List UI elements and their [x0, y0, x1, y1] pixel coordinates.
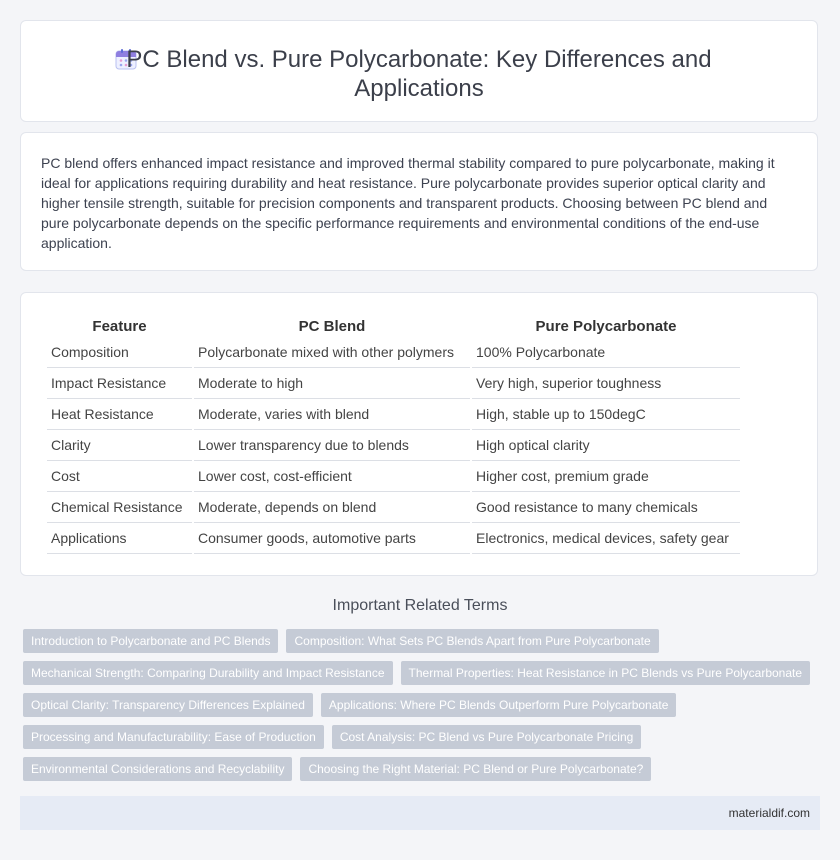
related-term-tag[interactable]: Mechanical Strength: Comparing Durability and Impact Resistance: [23, 661, 393, 685]
table-cell: High optical clarity: [472, 430, 740, 461]
table-cell: Electronics, medical devices, safety gear: [472, 523, 740, 554]
table-row: [47, 430, 740, 461]
table-cell: Clarity: [47, 430, 192, 461]
page-title-line-1: PC Blend vs. Pure Polycarbonate: Key Differences and: [126, 46, 712, 73]
table-cell: Moderate to high: [194, 368, 470, 399]
related-terms-list: [23, 629, 823, 789]
tag-row: [23, 629, 823, 653]
table-cell: Impact Resistance: [47, 368, 192, 399]
comparison-card: [20, 292, 818, 576]
tag-row: [23, 693, 823, 717]
table-cell: Higher cost, premium grade: [472, 461, 740, 492]
related-term-tag[interactable]: Thermal Properties: Heat Resistance in PC Blends vs Pure Polycarbonate: [401, 661, 811, 685]
table-cell: Chemical Resistance: [47, 492, 192, 523]
table-row: [47, 399, 740, 430]
table-cell: Applications: [47, 523, 192, 554]
related-term-tag[interactable]: Cost Analysis: PC Blend vs Pure Polycarbonate Pricing: [332, 725, 641, 749]
page-title: [21, 45, 817, 103]
table-cell: High, stable up to 150degC: [472, 399, 740, 430]
table-cell: Polycarbonate mixed with other polymers: [194, 337, 470, 368]
table-row: [47, 368, 740, 399]
table-cell: Heat Resistance: [47, 399, 192, 430]
table-cell: Consumer goods, automotive parts: [194, 523, 470, 554]
table-cell: Composition: [47, 337, 192, 368]
header-pure-polycarbonate: Pure Polycarbonate: [535, 317, 677, 335]
related-term-tag[interactable]: Environmental Considerations and Recyclability: [23, 757, 292, 781]
page-title-line-2: Applications: [354, 75, 484, 102]
table-row: [47, 461, 740, 492]
related-term-tag[interactable]: Processing and Manufacturability: Ease of Production: [23, 725, 324, 749]
tag-row: [23, 725, 823, 749]
related-terms-heading: Important Related Terms: [332, 597, 508, 614]
summary-text: PC blend offers enhanced impact resistance and improved thermal stability compared to pure polycarbonate, making it ideal for applications requiring durability and heat resistance. Pure polycarbonate provides superior optical clarity and higher tensile strength, suitable for precision components and transparent products. Choosing between PC blend and pure polycarbonate depends on the specific performance requirements and environmental conditions of the end-use application.: [41, 155, 775, 251]
footer: [20, 796, 820, 830]
related-term-tag[interactable]: Choosing the Right Material: PC Blend or Pure Polycarbonate?: [300, 757, 651, 781]
comparison-table: [45, 315, 742, 554]
header-feature: Feature: [92, 317, 147, 335]
table-header-row: [47, 315, 740, 337]
related-term-tag[interactable]: Applications: Where PC Blends Outperform Pure Polycarbonate: [321, 693, 677, 717]
table-cell: Moderate, depends on blend: [194, 492, 470, 523]
table-cell: Lower transparency due to blends: [194, 430, 470, 461]
table-cell: 100% Polycarbonate: [472, 337, 740, 368]
table-cell: Good resistance to many chemicals: [472, 492, 740, 523]
table-cell: Moderate, varies with blend: [194, 399, 470, 430]
table-cell: Cost: [47, 461, 192, 492]
summary-card: [20, 132, 818, 271]
tag-row: [23, 661, 823, 685]
table-row: [47, 492, 740, 523]
table-cell: Very high, superior toughness: [472, 368, 740, 399]
table-cell: Lower cost, cost-efficient: [194, 461, 470, 492]
related-term-tag[interactable]: Optical Clarity: Transparency Differences Explained: [23, 693, 313, 717]
header-pc-blend: PC Blend: [298, 317, 366, 335]
tag-row: [23, 757, 823, 781]
related-term-tag[interactable]: Composition: What Sets PC Blends Apart from Pure Polycarbonate: [286, 629, 658, 653]
footer-site-link[interactable]: materialdif.com: [728, 806, 810, 820]
table-row: [47, 337, 740, 368]
table-row: [47, 523, 740, 554]
title-card: [20, 20, 818, 122]
related-term-tag[interactable]: Introduction to Polycarbonate and PC Blends: [23, 629, 278, 653]
